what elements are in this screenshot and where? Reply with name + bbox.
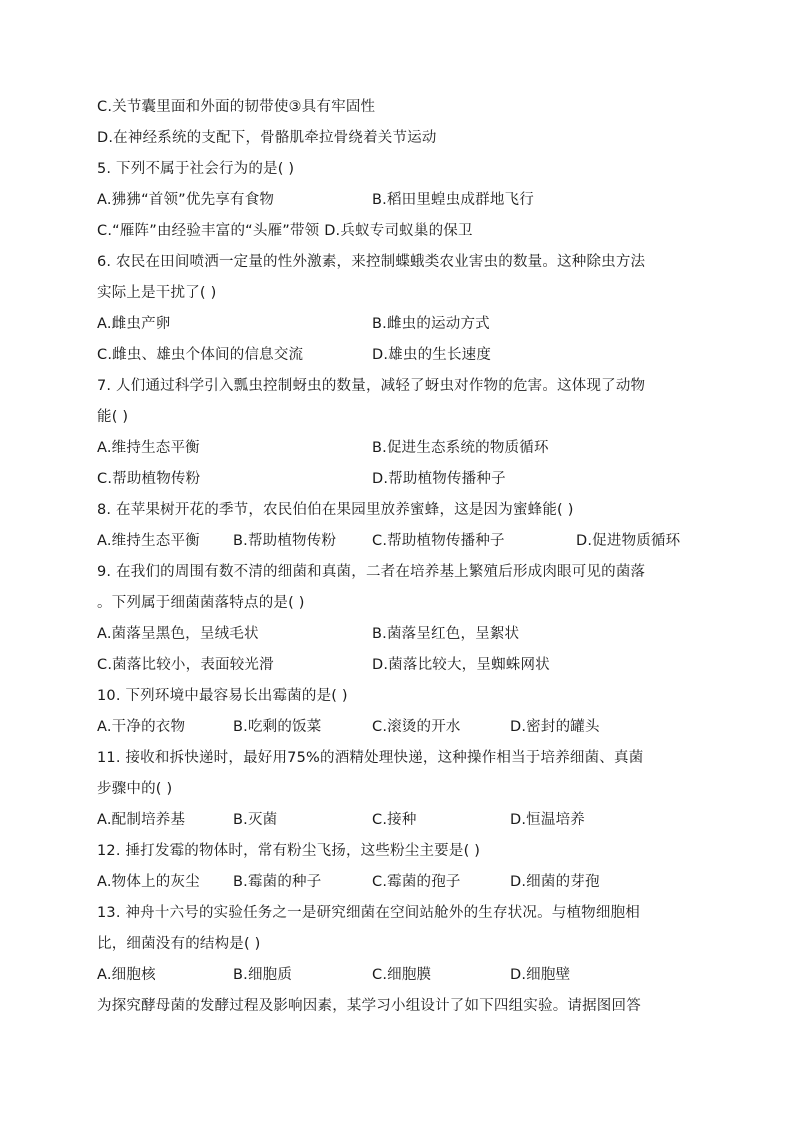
q12-option-d: D.细菌的芽孢 bbox=[510, 874, 600, 890]
q6-option-c: C.雌虫、雄虫个体间的信息交流 bbox=[97, 347, 304, 363]
question-6-line1: 6. 农民在田间喷洒一定量的性外激素，来控制蝶蛾类农业害虫的数量。这种除虫方法 bbox=[97, 254, 646, 270]
q8-option-d: D.促进物质循环 bbox=[576, 533, 681, 549]
option-c-prev: C.关节囊里面和外面的韧带使③具有牢固性 bbox=[97, 99, 376, 115]
q10-option-b: B.吃剩的饭菜 bbox=[233, 719, 322, 735]
q6-option-d: D.雄虫的生长速度 bbox=[372, 347, 492, 363]
question-8: 8. 在苹果树开花的季节，农民伯伯在果园里放养蜜蜂，这是因为蜜蜂能( ) bbox=[97, 502, 574, 518]
q11-option-d: D.恒温培养 bbox=[510, 812, 585, 828]
option-d-prev: D.在神经系统的支配下，骨骼肌牵拉骨绕着关节运动 bbox=[97, 130, 437, 146]
q8-option-b: B.帮助植物传粉 bbox=[233, 533, 337, 549]
q5-option-a: A.狒狒“首领”优先享有食物 bbox=[97, 192, 275, 208]
q10-option-a: A.干净的衣物 bbox=[97, 719, 186, 735]
q10-option-d: D.密封的罐头 bbox=[510, 719, 600, 735]
question-6-line2: 实际上是干扰了( ) bbox=[97, 285, 217, 301]
question-7-line2: 能( ) bbox=[97, 409, 129, 425]
question-10: 10. 下列环境中最容易长出霉菌的是( ) bbox=[97, 688, 348, 704]
q11-option-a: A.配制培养基 bbox=[97, 812, 186, 828]
q9-option-d: D.菌落比较大，呈蜘蛛网状 bbox=[372, 657, 550, 673]
q6-option-b: B.雌虫的运动方式 bbox=[372, 316, 490, 332]
q8-option-a: A.维持生态平衡 bbox=[97, 533, 200, 549]
q5-option-b: B.稻田里蝗虫成群地飞行 bbox=[372, 192, 534, 208]
q13-option-a: A.细胞核 bbox=[97, 967, 156, 983]
q8-option-c: C.帮助植物传播种子 bbox=[372, 533, 505, 549]
q9-option-b: B.菌落呈红色，呈絮状 bbox=[372, 626, 520, 642]
q13-option-d: D.细胞壁 bbox=[510, 967, 571, 983]
question-9-line2: 。下列属于细菌菌落特点的是( ) bbox=[97, 595, 305, 611]
q10-option-c: C.滚烫的开水 bbox=[372, 719, 461, 735]
q7-option-c: C.帮助植物传粉 bbox=[97, 471, 201, 487]
q6-option-a: A.雌虫产卵 bbox=[97, 316, 171, 332]
q5-option-cd: C.“雁阵”由经验丰富的“头雁”带领 D.兵蚁专司蚁巢的保卫 bbox=[97, 223, 473, 239]
question-11-line1: 11. 接收和拆快递时，最好用75%的酒精处理快递，这种操作相当于培养细菌、真菌 bbox=[97, 750, 644, 766]
question-11-line2: 步骤中的( ) bbox=[97, 781, 173, 797]
q9-option-c: C.菌落比较小，表面较光滑 bbox=[97, 657, 274, 673]
q13-option-c: C.细胞膜 bbox=[372, 967, 432, 983]
q7-option-d: D.帮助植物传播种子 bbox=[372, 471, 506, 487]
q12-option-a: A.物体上的灰尘 bbox=[97, 874, 200, 890]
q12-option-b: B.霉菌的种子 bbox=[233, 874, 322, 890]
q13-option-b: B.细胞质 bbox=[233, 967, 293, 983]
q9-option-a: A.菌落呈黑色，呈绒毛状 bbox=[97, 626, 259, 642]
q11-option-b: B.灭菌 bbox=[233, 812, 278, 828]
q11-option-c: C.接种 bbox=[372, 812, 417, 828]
question-13-line1: 13. 神舟十六号的实验任务之一是研究细菌在空间站舱外的生存状况。与植物细胞相 bbox=[97, 905, 640, 921]
section-intro: 为探究酵母菌的发酵过程及影响因素，某学习小组设计了如下四组实验。请据图回答 bbox=[97, 998, 641, 1014]
q7-option-a: A.维持生态平衡 bbox=[97, 440, 200, 456]
question-5: 5. 下列不属于社会行为的是( ) bbox=[97, 161, 295, 177]
question-13-line2: 比，细菌没有的结构是( ) bbox=[97, 936, 261, 952]
question-12: 12. 捶打发霉的物体时，常有粉尘飞扬，这些粉尘主要是( ) bbox=[97, 843, 481, 859]
q7-option-b: B.促进生态系统的物质循环 bbox=[372, 440, 549, 456]
question-7-line1: 7. 人们通过科学引入瓢虫控制蚜虫的数量，减轻了蚜虫对作物的危害。这体现了动物 bbox=[97, 378, 646, 394]
q12-option-c: C.霉菌的孢子 bbox=[372, 874, 461, 890]
question-9-line1: 9. 在我们的周围有数不清的细菌和真菌，二者在培养基上繁殖后形成肉眼可见的菌落 bbox=[97, 564, 646, 580]
